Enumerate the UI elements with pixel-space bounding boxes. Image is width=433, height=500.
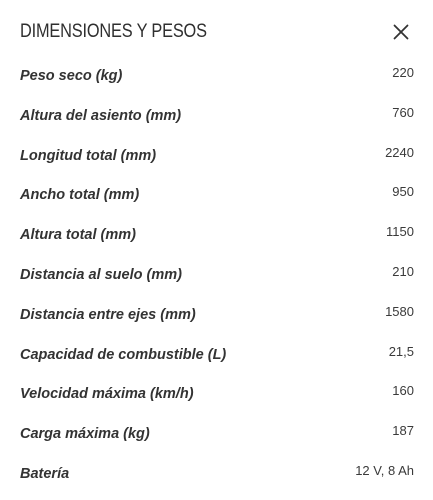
spec-value: 12 V, 8 Ah: [355, 462, 414, 478]
spec-value: 760: [392, 104, 414, 120]
spec-value: 21,5: [388, 343, 414, 359]
spec-row-total-width: [20, 181, 414, 221]
spec-label: Distancia al suelo (mm): [20, 266, 182, 283]
spec-value: 950: [392, 184, 414, 200]
spec-label: Ancho total (mm): [20, 187, 140, 204]
spec-value: 1150: [386, 224, 414, 240]
spec-value: 160: [392, 383, 414, 399]
spec-row-ground-clearance: [20, 261, 414, 301]
spec-label: Peso seco (kg): [20, 68, 123, 84]
spec-label: Distancia entre ejes (mm): [20, 306, 196, 323]
close-button[interactable]: [389, 20, 413, 44]
spec-row-max-speed: [20, 380, 414, 420]
spec-row-fuel-capacity: [20, 341, 414, 381]
panel-header: [20, 18, 413, 48]
spec-label: Altura del asiento (mm): [20, 107, 182, 124]
spec-value: 220: [392, 65, 414, 80]
spec-row-total-height: [20, 221, 414, 261]
spec-label: Batería: [20, 465, 70, 482]
spec-label: Carga máxima (kg): [20, 426, 150, 443]
spec-row-dry-weight: [20, 62, 414, 102]
spec-label: Longitud total (mm): [20, 147, 157, 164]
spec-value: 187: [392, 423, 414, 439]
spec-row-seat-height: [20, 102, 414, 142]
spec-label: Velocidad máxima (km/h): [20, 386, 194, 403]
spec-value: 1580: [385, 303, 414, 319]
spec-value: 210: [392, 263, 414, 279]
spec-row-wheelbase: [20, 301, 414, 341]
spec-list: [20, 62, 414, 500]
spec-row-max-load: [20, 420, 414, 460]
spec-label: Capacidad de combustible (L): [20, 346, 227, 363]
close-icon: [393, 24, 409, 40]
panel-title: DIMENSIONES Y PESOS: [20, 21, 207, 42]
spec-value: 2240: [385, 144, 414, 160]
spec-row-battery: [20, 460, 414, 500]
spec-row-total-length: [20, 142, 414, 182]
spec-label: Altura total (mm): [20, 227, 136, 244]
